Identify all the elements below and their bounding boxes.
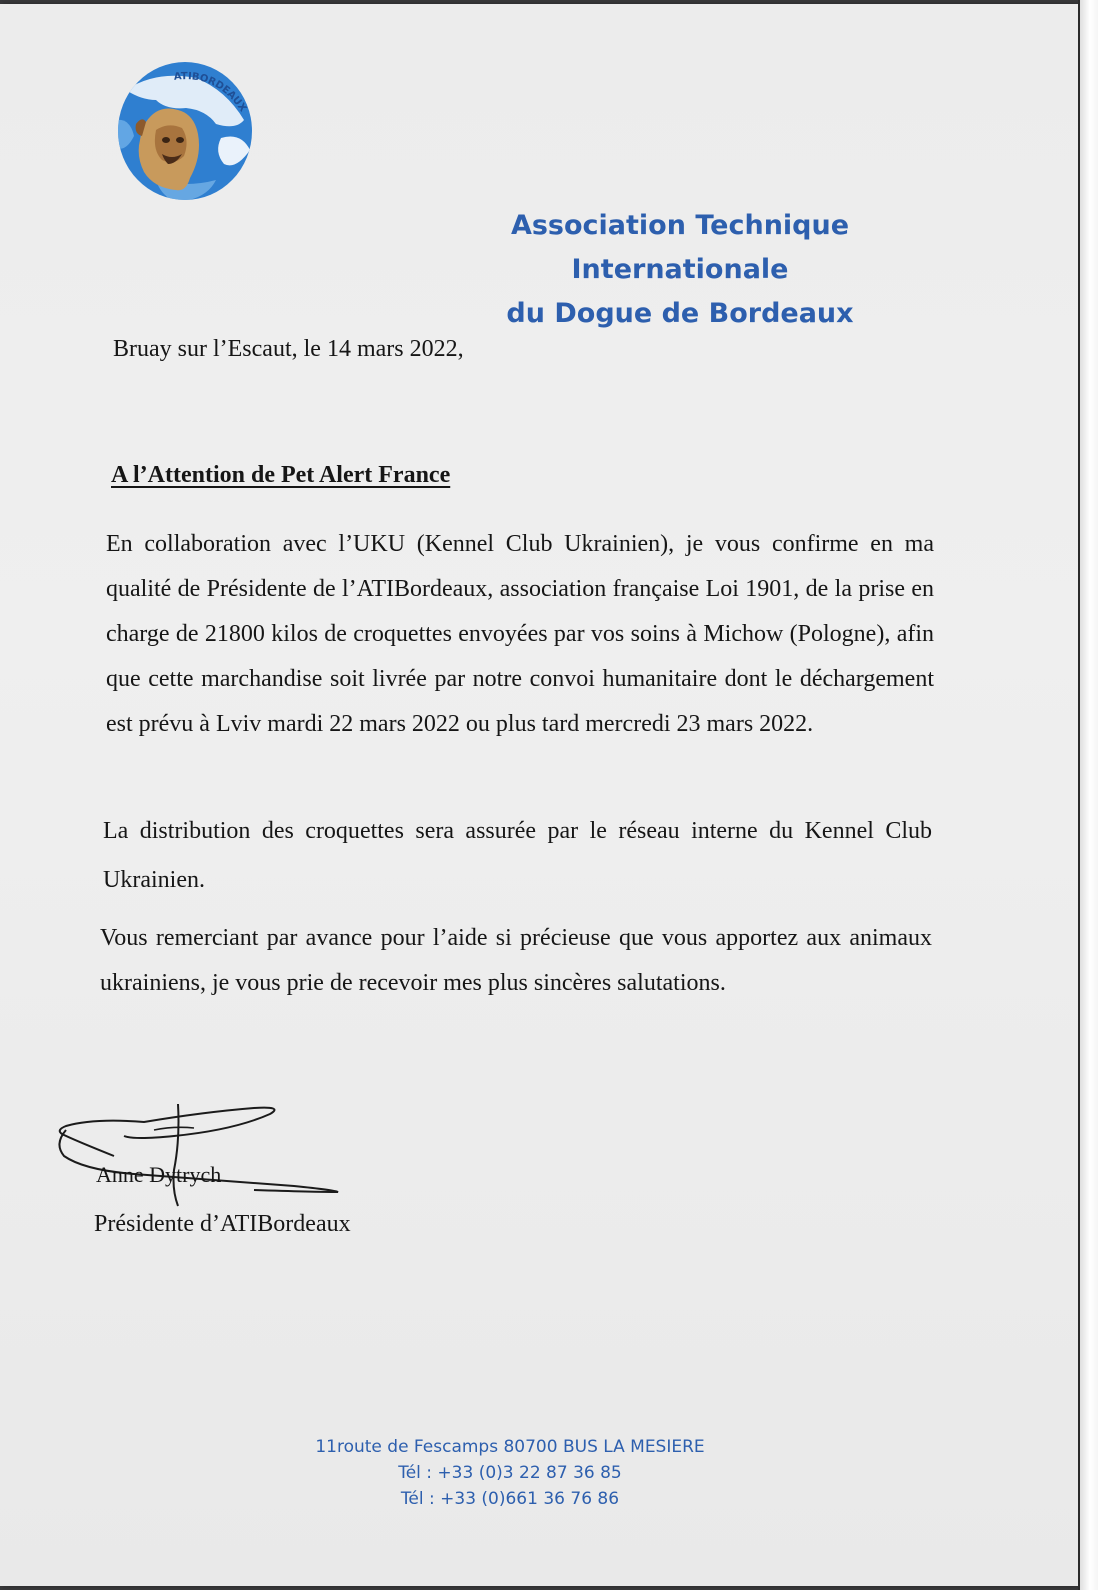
paragraph-3: Vous remerciant par avance pour l’aide si précieuse que vous apportez aux animaux ukrainiens, je vous prie de recevoir mes plus sincères salutations. — [100, 925, 932, 996]
paragraph-1: En collaboration avec l’UKU (Kennel Club Ukrainien), je vous confirme en ma qualité de Présidente de l’ATIBordeaux, association française Loi 1901, de la prise en charge de 21800 kilos de croquettes envoyées par vos soins à Michow (Pologne), afin que cette marchandise soit livrée par notre convoi humanitaire dont le déchargement est prévu à Lviv mardi 22 mars 2022 ou plus tard mercredi 23 mars 2022. — [106, 531, 934, 737]
paragraph-2: La distribution des croquettes sera assurée par le réseau interne du Kennel Club Ukrainien. — [103, 818, 932, 893]
letterhead-line-2: du Dogue de Bordeaux — [506, 298, 854, 329]
page-edge-line — [1078, 0, 1080, 1590]
logo-arc-text: ATIBORDEAUX — [173, 71, 249, 114]
date-line: Bruay sur l’Escaut, le 14 mars 2022, — [113, 336, 464, 362]
footer-phone-1: Tél : +33 (0)3 22 87 36 85 — [398, 1463, 622, 1483]
footer-address: 11route de Fescamps 80700 BUS LA MESIERE — [315, 1437, 705, 1457]
handwritten-signature — [54, 1100, 354, 1210]
footer-phone-2: Tél : +33 (0)661 36 76 86 — [400, 1489, 620, 1509]
signer-role: Présidente d’ATIBordeaux — [94, 1211, 351, 1237]
attention-line: A l’Attention de Pet Alert France — [111, 462, 451, 488]
letterhead — [400, 204, 960, 336]
letterhead-line-1: Association Technique Internationale — [510, 210, 850, 285]
page-edge — [1078, 0, 1098, 1590]
letter-page — [0, 4, 1078, 1586]
signer-name: Anne Dytrych — [96, 1162, 222, 1187]
footer-contact — [300, 1434, 720, 1512]
atibordeaux-logo — [116, 60, 254, 202]
